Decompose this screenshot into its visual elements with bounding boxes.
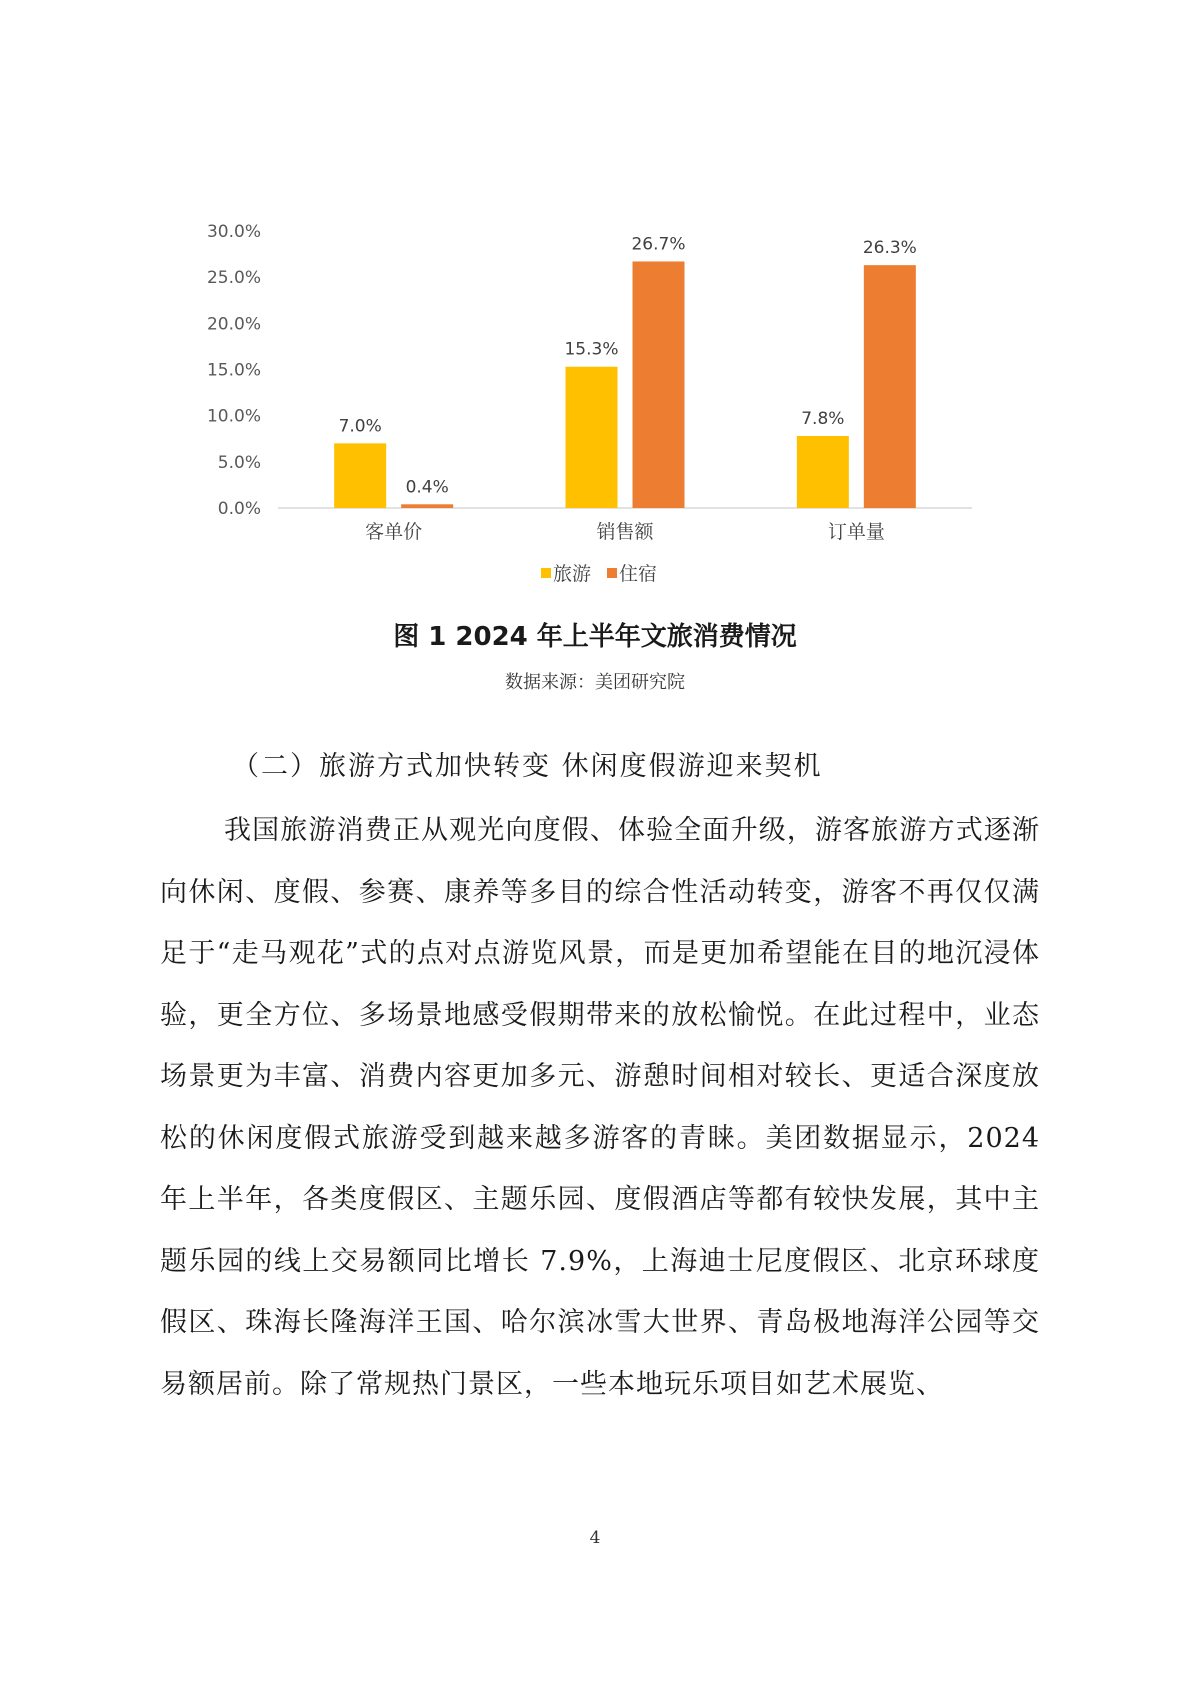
- bar: [864, 265, 916, 508]
- y-tick-label: 15.0%: [206, 360, 261, 381]
- category-label: 客单价: [365, 521, 423, 543]
- figure-source: 数据来源：美团研究院: [505, 672, 685, 693]
- category-labels: [365, 521, 885, 543]
- data-label: 15.3%: [564, 339, 619, 360]
- bars: [334, 234, 917, 508]
- y-tick-label: 20.0%: [206, 314, 261, 335]
- y-axis-ticks: [207, 222, 261, 519]
- data-label: 26.7%: [631, 234, 686, 255]
- bar: [633, 261, 685, 508]
- legend-swatch: [607, 568, 617, 578]
- category-label: 销售额: [596, 521, 654, 543]
- legend-swatch: [541, 568, 551, 578]
- data-label: 26.3%: [862, 238, 917, 259]
- y-tick-label: 30.0%: [206, 222, 261, 242]
- section-heading: （二）旅游方式加快转变 休闲度假游迎来契机: [232, 751, 823, 782]
- data-label: 7.8%: [801, 408, 845, 429]
- bar: [797, 436, 849, 508]
- y-tick-label: 10.0%: [206, 406, 261, 427]
- bar-chart: [0, 0, 1190, 600]
- y-tick-label: 0.0%: [217, 499, 261, 519]
- category-label: 订单量: [827, 521, 885, 543]
- y-tick-label: 5.0%: [217, 452, 261, 473]
- legend-label: 旅游: [553, 563, 592, 585]
- legend-label: 住宿: [619, 563, 658, 585]
- body-paragraph: 我国旅游消费正从观光向度假、体验全面升级，游客旅游方式逐渐向休闲、度假、参赛、康养等多目的综合性活动转变，游客不再仅仅满足于“走马观花”式的点对点游览风景，而是更加希望能在目的地沉浸体验，更全方位、多场景地感受假期带来的放松愉悦。在此过程中，业态场景更为丰富、消费内容更加多元、游憩时间相对较长、更适合深度放松的休闲度假式旅游受到越来越多游客的青睐。美团数据显示，2024 年上半年，各类度假区、主题乐园、度假酒店等都有较快发展，其中主题乐园的线上交易额同比增长 7.9%，上海迪士尼度假区、北京环球度假区、珠海长隆海洋王国、哈尔滨冰雪大世界、青岛极地海洋公园等交易额居前。除了常规热门景区，一些本地玩乐项目如艺术展览、: [160, 815, 1040, 1400]
- bar: [401, 504, 453, 508]
- bar: [566, 367, 618, 508]
- y-tick-label: 25.0%: [206, 268, 261, 289]
- figure-caption: 图 1 2024 年上半年文旅消费情况: [393, 622, 797, 652]
- page-number: 4: [589, 1528, 601, 1548]
- bar: [334, 443, 386, 508]
- legend: [541, 563, 657, 585]
- data-label: 0.4%: [405, 477, 449, 498]
- data-label: 7.0%: [338, 416, 382, 437]
